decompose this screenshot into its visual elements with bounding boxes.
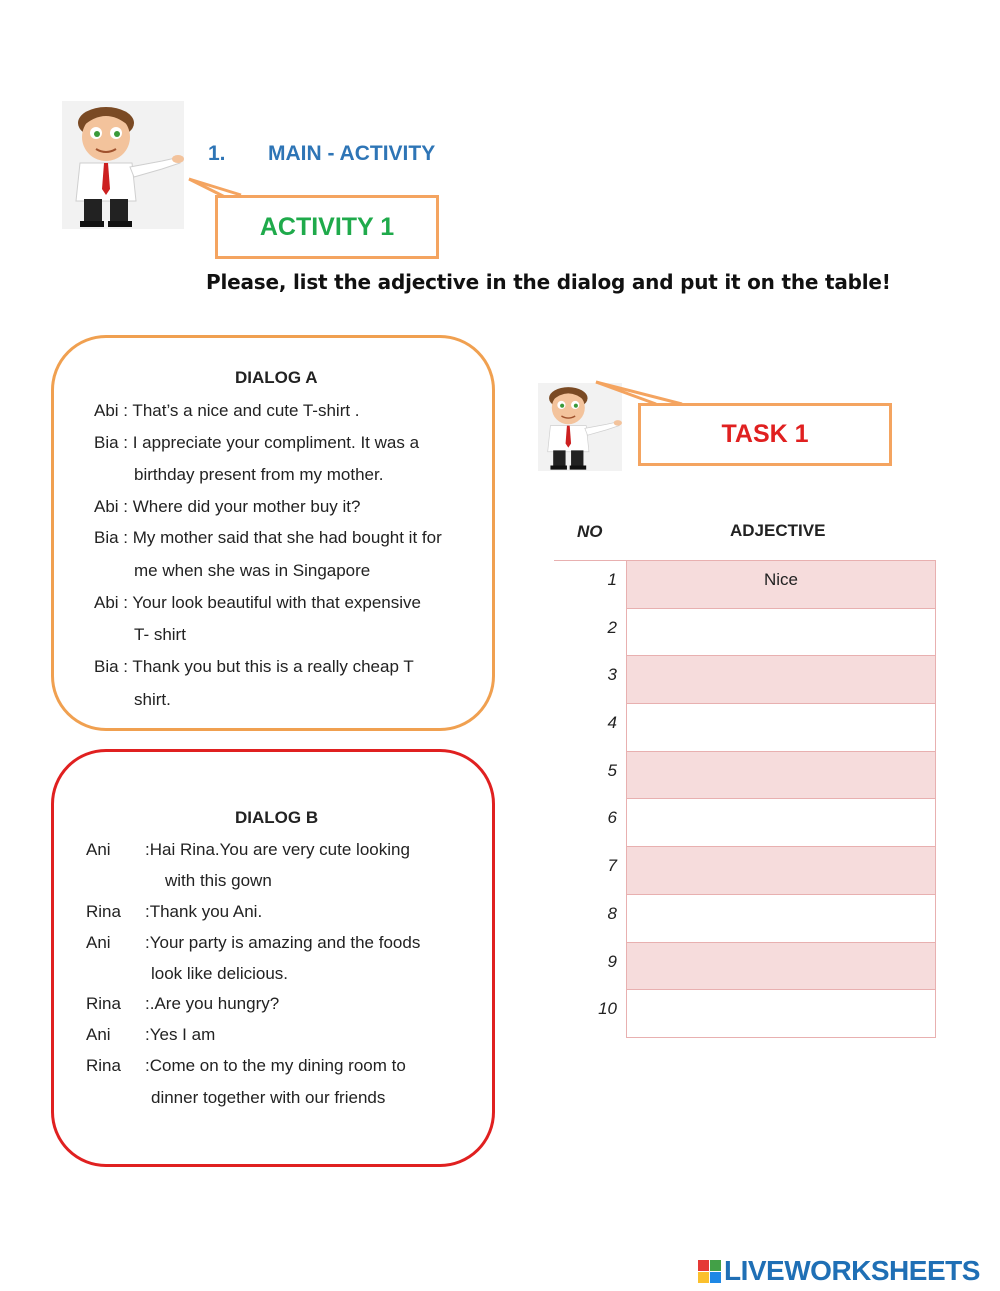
dialog-a-line: birthday present from my mother.	[134, 465, 384, 484]
dialog-b-text: with this gown	[165, 871, 272, 890]
liveworksheets-logo-icon	[698, 1260, 721, 1283]
dialog-a-line: T- shirt	[134, 625, 186, 644]
dialog-b-text: :Your party is amazing and the foods	[145, 933, 421, 952]
liveworksheets-logo[interactable]	[698, 1255, 980, 1287]
dialog-b-text: :Yes I am	[145, 1025, 216, 1044]
row-number: 8	[607, 903, 617, 923]
dialog-a-line: Bia : I appreciate your compliment. It was a	[94, 433, 420, 452]
row-number: 6	[607, 808, 617, 828]
table-row	[607, 703, 935, 751]
table-row	[598, 989, 935, 1037]
row-number: 7	[607, 856, 617, 876]
section-number: 1.	[208, 142, 226, 165]
table-row	[607, 798, 935, 846]
table-row	[607, 560, 935, 608]
dialog-b-text: :Come on to the my dining room to	[145, 1056, 406, 1075]
dialog-b-text: look like delicious.	[151, 964, 289, 983]
dialog-b-box	[51, 749, 495, 1167]
logo-square-red	[698, 1260, 709, 1271]
adjective-table	[598, 560, 936, 1038]
adjective-cell[interactable]: Nice	[763, 570, 798, 589]
logo-square-yellow	[698, 1272, 709, 1283]
dialog-b-text: :.Are you hungry?	[145, 994, 280, 1013]
table-row	[607, 608, 935, 656]
table-row	[607, 942, 935, 990]
teacher-figure-icon	[62, 101, 184, 229]
dialog-b-title: DIALOG B	[235, 808, 319, 827]
logo-square-blue	[710, 1272, 721, 1283]
dialog-b-speaker: Ani	[86, 1025, 111, 1044]
dialog-a-line: shirt.	[134, 690, 171, 709]
logo-text: LIVEWORKSHEETS	[724, 1255, 980, 1286]
activity-label: ACTIVITY 1	[215, 195, 439, 259]
row-number: 4	[607, 713, 617, 733]
row-number: 2	[607, 617, 617, 637]
table-row	[607, 846, 935, 894]
section-title: MAIN - ACTIVITY	[268, 142, 436, 165]
dialog-b-text: :Hai Rina.You are very cute looking	[145, 840, 410, 859]
table-row	[607, 751, 935, 799]
dialog-b-speaker: Ani	[86, 933, 111, 952]
dialog-b-speaker: Rina	[86, 1056, 121, 1075]
row-number: 5	[607, 760, 617, 780]
row-number: 3	[607, 665, 617, 685]
dialog-a-line: Abi : Where did your mother buy it?	[94, 497, 361, 516]
dialog-a-line: Bia : My mother said that she had bought it for	[94, 528, 442, 547]
logo-square-green	[710, 1260, 721, 1271]
dialog-b-text: :Thank you Ani.	[145, 902, 263, 921]
section-heading	[208, 142, 435, 166]
table-row	[607, 894, 935, 942]
dialog-b-speaker: Rina	[86, 994, 121, 1013]
table-row	[607, 655, 935, 703]
dialog-b-speaker: Rina	[86, 902, 121, 921]
table-header-adjective: ADJECTIVE	[730, 521, 826, 540]
row-number: 9	[607, 951, 617, 971]
row-number: 10	[598, 999, 617, 1019]
dialog-a-box	[51, 335, 495, 731]
task-label: TASK 1	[638, 403, 892, 466]
dialog-a-line: Bia : Thank you but this is a really cheap T	[94, 657, 414, 676]
table-header-no: NO	[577, 522, 603, 541]
dialog-b-text: dinner together with our friends	[151, 1088, 386, 1107]
dialog-a-line: me when she was in Singapore	[134, 561, 371, 580]
instruction-text: Please, list the adjective in the dialog and put it on the table!	[206, 270, 891, 294]
row-number: 1	[607, 570, 617, 589]
dialog-a-line: Abi : That’s a nice and cute T-shirt .	[94, 401, 360, 420]
dialog-b-speaker: Ani	[86, 840, 111, 859]
dialog-a-line: Abi : Your look beautiful with that expensive	[94, 593, 421, 612]
dialog-a-title: DIALOG A	[235, 368, 318, 387]
